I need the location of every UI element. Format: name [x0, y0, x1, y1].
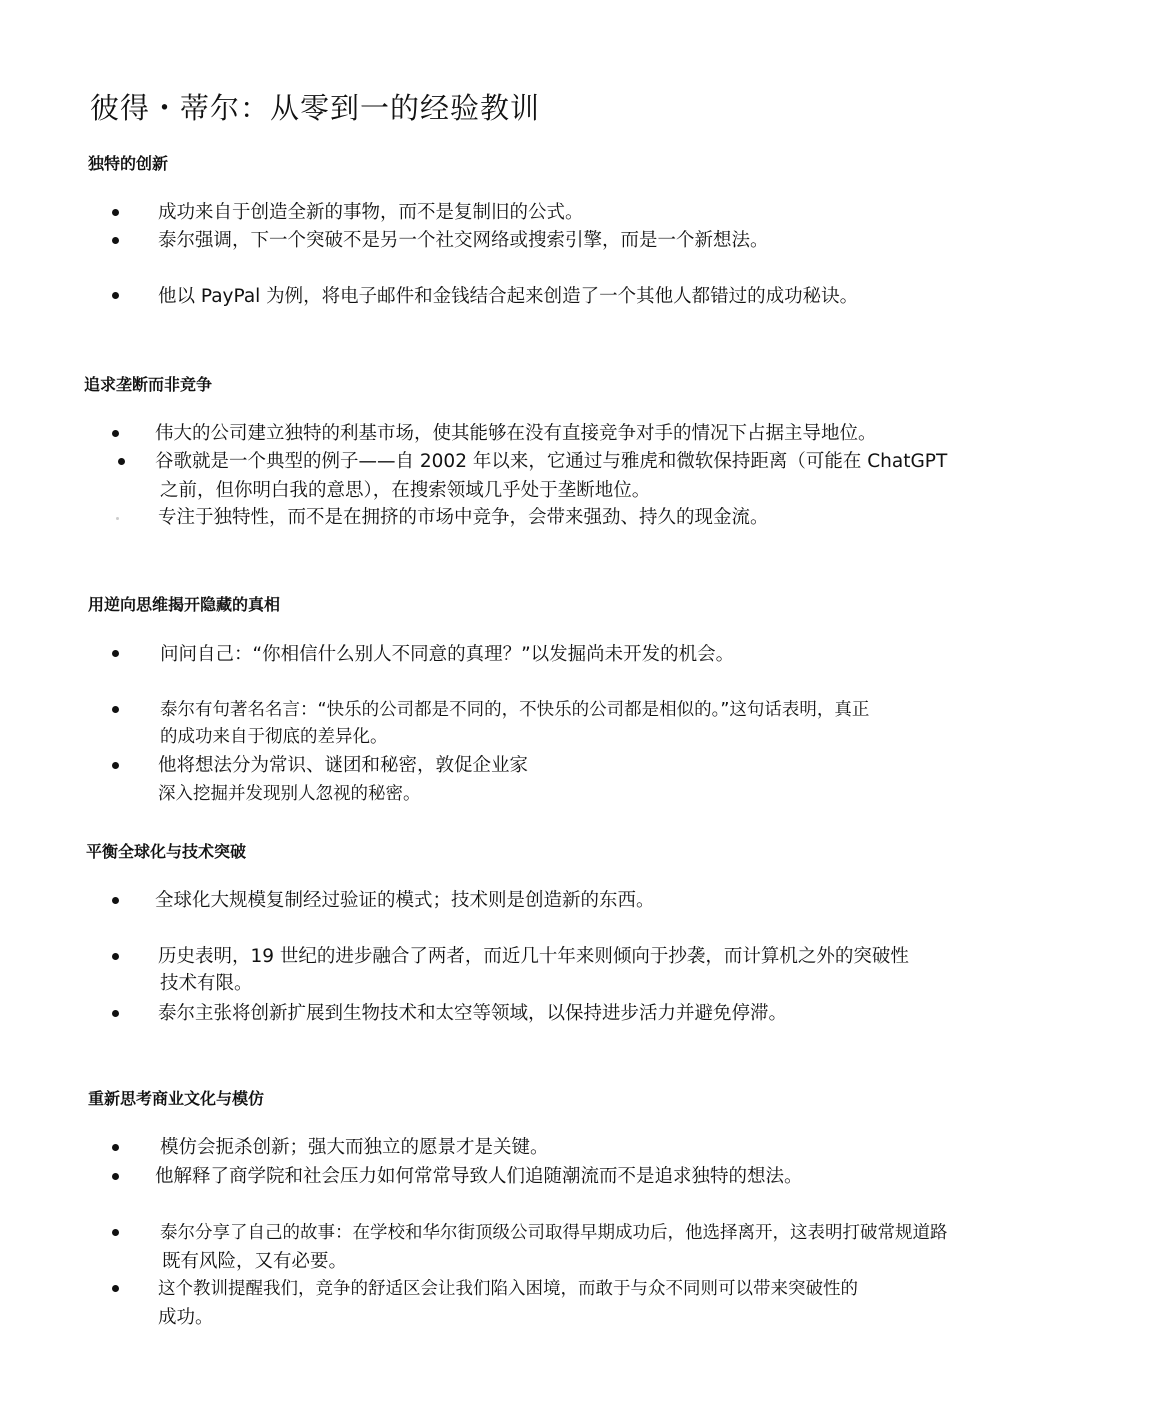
bullet-icon	[112, 650, 119, 657]
list-item: 他以 PayPal 为例，将电子邮件和金钱结合起来创造了一个其他人都错过的成功秘诀。	[158, 286, 859, 307]
section-heading: 平衡全球化与技术突破	[86, 842, 247, 861]
list-item-continuation: 技术有限。	[160, 973, 253, 994]
list-item: 泰尔分享了自己的故事：在学校和华尔街顶级公司取得早期成功后，他选择离开，这表明打破常规道路	[160, 1223, 948, 1243]
bullet-icon	[112, 1144, 119, 1151]
bullet-icon	[112, 1285, 119, 1292]
bullet-icon	[118, 458, 125, 465]
bullet-icon	[112, 237, 119, 244]
list-item: 成功来自于创造全新的事物，而不是复制旧的公式。	[158, 202, 584, 223]
section-heading: 独特的创新	[88, 154, 169, 173]
list-item: 问问自己：“你相信什么别人不同意的真理？”以发掘尚未开发的机会。	[160, 644, 735, 665]
list-item-continuation: 既有风险，又有必要。	[162, 1251, 348, 1272]
bullet-icon	[112, 897, 119, 904]
list-item: 泰尔有句著名名言：“快乐的公司都是不同的，不快乐的公司都是相似的。”这句话表明，真正	[160, 700, 870, 720]
list-item: 他将想法分为常识、谜团和秘密，敦促企业家	[158, 755, 529, 776]
list-item-continuation: 的成功来自于彻底的差异化。	[160, 727, 388, 747]
page-title: 彼得・蒂尔：从零到一的经验教训	[90, 91, 541, 125]
list-item: 伟大的公司建立独特的利基市场，使其能够在没有直接竞争对手的情况下占据主导地位。	[155, 423, 877, 444]
section-heading: 重新思考商业文化与模仿	[88, 1089, 265, 1108]
bullet-icon	[112, 1229, 119, 1236]
bullet-icon	[112, 209, 119, 216]
list-item: 谷歌就是一个典型的例子——自 2002 年以来，它通过与雅虎和微软保持距离（可能在 ChatGPT	[155, 451, 948, 472]
list-item-continuation: 深入挖掘并发现别人忽视的秘密。	[158, 784, 421, 804]
list-item: 泰尔强调，下一个突破不是另一个社交网络或搜索引擎，而是一个新想法。	[158, 230, 769, 251]
bullet-icon	[116, 517, 119, 520]
bullet-icon	[112, 953, 119, 960]
list-item: 历史表明，19 世纪的进步融合了两者，而近几十年来则倾向于抄袭，而计算机之外的突破性	[158, 946, 909, 967]
bullet-icon	[112, 1010, 119, 1017]
list-item: 专注于独特性，而不是在拥挤的市场中竞争，会带来强劲、持久的现金流。	[158, 507, 769, 528]
section-heading: 用逆向思维揭开隐藏的真相	[88, 595, 281, 614]
list-item: 全球化大规模复制经过验证的模式；技术则是创造新的东西。	[155, 890, 655, 911]
bullet-icon	[112, 762, 119, 769]
list-item-continuation: 成功。	[158, 1307, 214, 1328]
bullet-icon	[112, 430, 119, 437]
section-heading: 追求垄断而非竞争	[84, 375, 213, 394]
bullet-icon	[112, 1173, 119, 1180]
list-item-continuation: 之前，但你明白我的意思），在搜索领域几乎处于垄断地位。	[160, 480, 651, 501]
list-item: 他解释了商学院和社会压力如何常常导致人们追随潮流而不是追求独特的想法。	[155, 1166, 803, 1187]
list-item: 泰尔主张将创新扩展到生物技术和太空等领域，以保持进步活力并避免停滞。	[158, 1003, 788, 1024]
list-item: 模仿会扼杀创新；强大而独立的愿景才是关键。	[160, 1137, 549, 1158]
bullet-icon	[112, 706, 119, 713]
bullet-icon	[112, 292, 119, 299]
list-item: 这个教训提醒我们，竞争的舒适区会让我们陷入困境，而敢于与众不同则可以带来突破性的	[158, 1279, 858, 1299]
